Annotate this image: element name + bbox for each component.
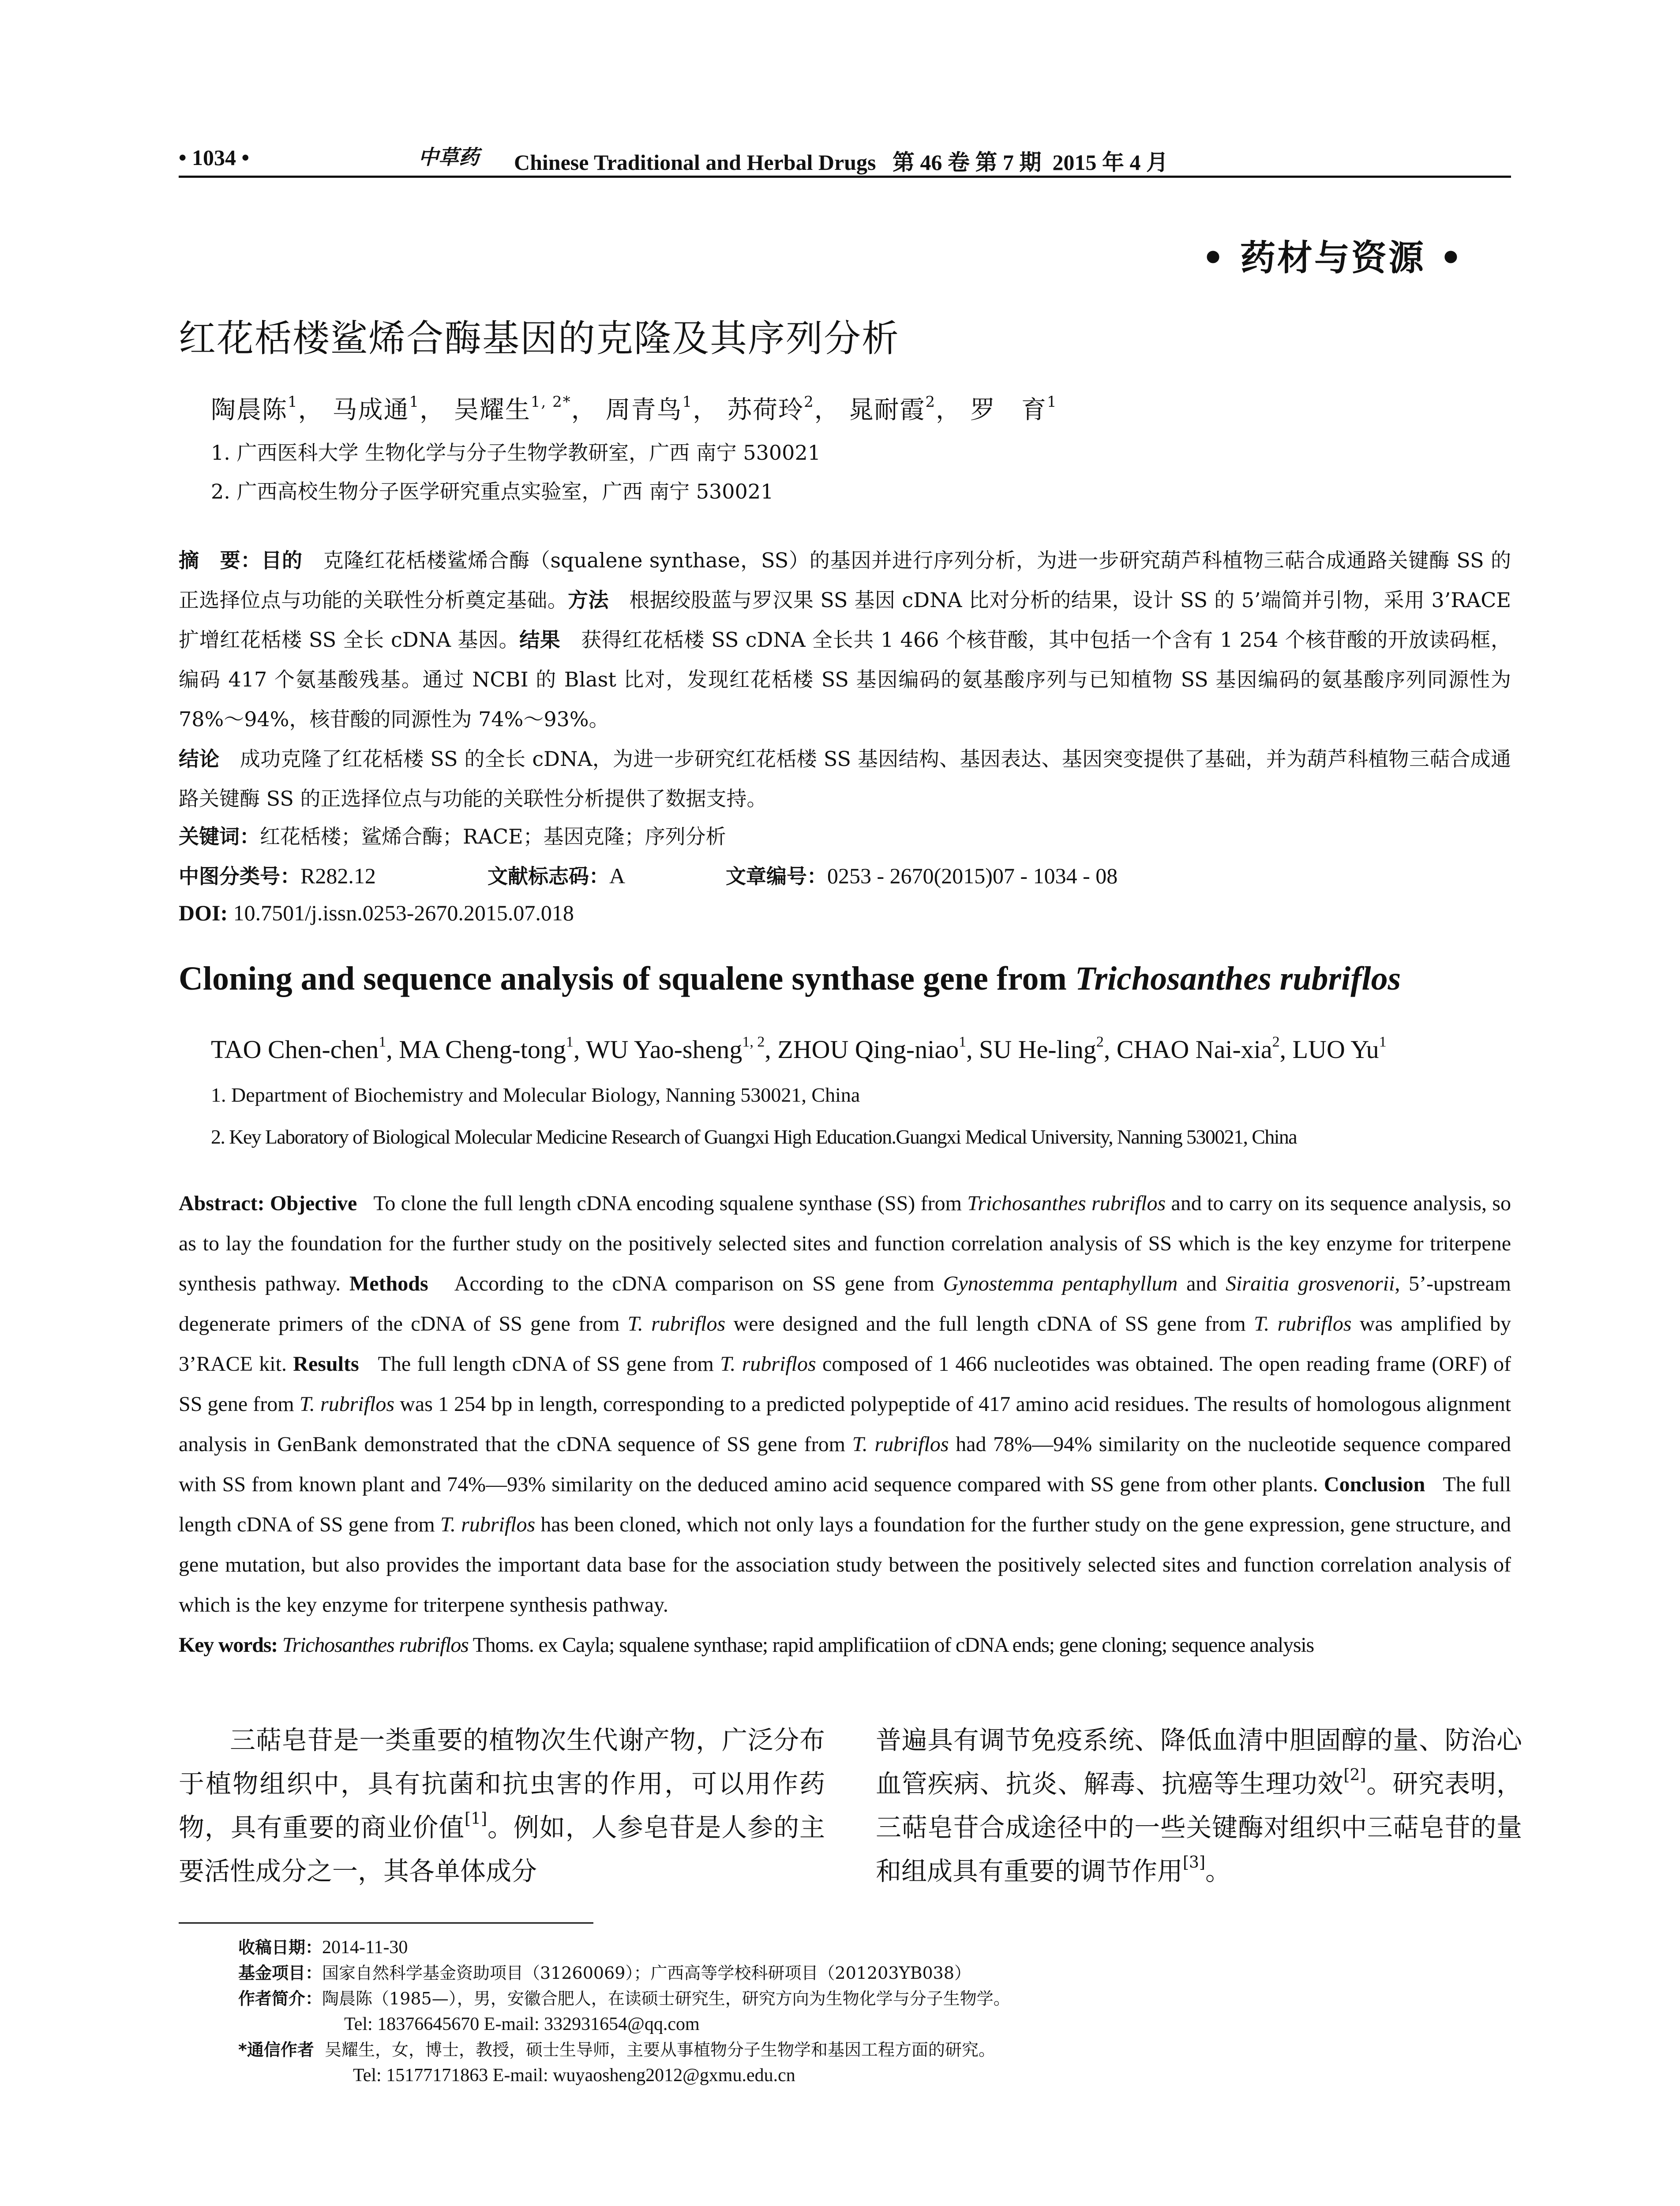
author: 罗 育 bbox=[970, 396, 1047, 424]
affiliation-cn: 2. 广西高校生物分子医学研究重点实验室，广西 南宁 530021 bbox=[211, 480, 774, 503]
objective-en-label: Objective bbox=[270, 1192, 357, 1215]
abstract-text: To clone the full length cDNA encoding squalene synthase (SS) from bbox=[373, 1192, 962, 1215]
species-name: T. rubriflos bbox=[720, 1352, 816, 1376]
clc-label: 中图分类号： bbox=[179, 864, 300, 888]
results-text: 获得红花栝楼 SS cDNA 全长共 1 466 个核苷酸，其中包括一个含有 1 254 个核苷酸的开放读码框，编码 417 个氨基酸残基。通过 NCBI 的 Blast 比对，发现红花栝楼 SS 基因编码的氨基酸序列与已知植物 SS 基因编码的氨基酸序列同源性为 78%～94%，核苷酸的同源性为 74%～93%。 bbox=[179, 628, 1511, 731]
affiliation-en: 1. Department of Biochemistry and Molecular Biology, Nanning 530021, China bbox=[211, 1084, 860, 1106]
abstract-label: 摘 要： bbox=[179, 548, 262, 572]
methods-en-label: Methods bbox=[349, 1272, 428, 1295]
species-name: T. rubriflos bbox=[627, 1312, 726, 1336]
author-mark: 1 bbox=[1046, 393, 1058, 411]
classification bbox=[179, 860, 1511, 889]
authors-en: TAO Chen-chen$^1$, MA Cheng-tong$^1$, WU Yao-sheng$^{1, 2}$, ZHOU Qing-niao$^1$, SU He-ling$^2$, CHAO Nai-xia$^2$, LUO Yu$^1$ bbox=[211, 1034, 1387, 1064]
clc-value: R282.12 bbox=[300, 863, 376, 888]
author: 吴耀生 bbox=[454, 396, 531, 424]
author-mark: 1 bbox=[682, 393, 693, 411]
footnote-value: 陶晨陈（1985—），男，安徽合肥人，在读硕士研究生，研究方向为生物化学与分子生物学。 bbox=[322, 1989, 1010, 2008]
author-mark: 2 bbox=[804, 393, 814, 411]
footnotes bbox=[238, 1935, 1010, 2088]
author-mark: 1 bbox=[1379, 1034, 1387, 1050]
methods-text: 根据绞股蓝与罗汉果 SS 基因 cDNA 比对分析的结果，设计 SS 的 5’端简并引物，采用 3’RACE 扩增红花栝楼 SS 全长 cDNA 基因。 bbox=[179, 588, 1511, 652]
keywords-cn bbox=[179, 821, 726, 850]
title-en-species: Trichosanthes rubriflos bbox=[1075, 960, 1401, 997]
doi bbox=[179, 900, 574, 926]
keywords-en-value: Thoms. ex Cayla; squalene synthase; rapid amplificatiion of cDNA ends; gene cloning; sequence analysis bbox=[472, 1633, 1314, 1657]
author: ZHOU Qing-niao bbox=[777, 1035, 959, 1064]
abstract-text: was 1 254 bp in length, corresponding to a predicted polypeptide of 417 amino acid residues. The results of homologous alignment analysis in GenBank demonstrated that the cDNA sequence of SS gene from bbox=[179, 1392, 1511, 1456]
species-name: T. rubriflos bbox=[440, 1513, 536, 1536]
species-name: Trichosanthes rubriflos bbox=[967, 1192, 1166, 1215]
species-name: T. rubriflos bbox=[299, 1392, 395, 1416]
abstract-text: was amplified by 3’RACE kit. bbox=[179, 1312, 1511, 1376]
author: MA Cheng-tong bbox=[399, 1035, 566, 1064]
author-mark: 1, 2 bbox=[742, 1034, 765, 1050]
author: 晁耐霞 bbox=[848, 396, 926, 424]
author-mark: 2 bbox=[925, 393, 936, 411]
footnote-value: 国家自然科学基金资助项目（31260069）；广西高等学校科研项目（201203YB038） bbox=[322, 1963, 971, 1983]
species-name: Siraitia grosvenorii bbox=[1226, 1272, 1395, 1295]
author-mark: 1 bbox=[959, 1034, 967, 1050]
methods-label: 方法 bbox=[568, 588, 609, 612]
keywords-en-species: Trichosanthes rubriflos bbox=[282, 1633, 469, 1657]
author: 周青鸟 bbox=[605, 396, 682, 424]
doc-code-value: A bbox=[609, 863, 626, 888]
author-mark: 1 bbox=[409, 393, 420, 411]
keywords-value: 红花栝楼；鲨烯合酶；RACE；基因克隆；序列分析 bbox=[260, 825, 726, 848]
footnote-received bbox=[238, 1935, 1010, 1960]
page-number: • 1034 • bbox=[179, 145, 250, 170]
body-text: 。 bbox=[1205, 1856, 1231, 1886]
body-text: 普遍具有调节免疫系统、降低血清中胆固醇的量、防治心血管疾病、抗炎、解毒、抗癌等生理功效 bbox=[876, 1725, 1522, 1799]
results-en-label: Results bbox=[293, 1352, 359, 1376]
author: 苏荷玲 bbox=[727, 396, 804, 424]
abstract-en bbox=[179, 1183, 1511, 1665]
abstract-text: and bbox=[1186, 1272, 1217, 1295]
abstract-text: and to carry on its sequence analysis, so as to lay the foundation for the further study on the positively selected sites and function correlation analysis of SS which is the key enzyme for triterpene synthesis pathway. bbox=[179, 1192, 1511, 1295]
abstract-en-label: Abstract: bbox=[179, 1192, 265, 1215]
results-label: 结果 bbox=[519, 628, 561, 652]
author: WU Yao-sheng bbox=[585, 1035, 742, 1064]
running-head bbox=[179, 140, 1511, 176]
footnote-label: 作者简介： bbox=[238, 1989, 322, 2008]
abstract-text: composed of 1 466 nucleotides was obtained. The open reading frame (ORF) of SS gene from bbox=[179, 1352, 1511, 1416]
article-no-label: 文章编号： bbox=[726, 864, 827, 888]
doc-code-label: 文献标志码： bbox=[488, 864, 609, 888]
author-mark: 2 bbox=[1096, 1034, 1104, 1050]
footnote-label: 基金项目： bbox=[238, 1963, 322, 1983]
abstract-text: , 5’-upstream degenerate primers of the cDNA of SS gene from bbox=[179, 1272, 1511, 1336]
conclusion-en-label: Conclusion bbox=[1324, 1473, 1425, 1496]
species-name: Gynostemma pentaphyllum bbox=[943, 1272, 1178, 1295]
footnote-fund bbox=[238, 1960, 1010, 1986]
section-label: • 药材与资源 • bbox=[1202, 237, 1464, 278]
author: LUO Yu bbox=[1292, 1035, 1379, 1064]
author-mark: 1 bbox=[566, 1034, 574, 1050]
conclusion-label: 结论 bbox=[179, 747, 220, 771]
footnote-bio bbox=[238, 1986, 1010, 2011]
abstract-cn bbox=[179, 540, 1511, 818]
body-text: 。例如，人参皂苷是人参的主要活性成分之一，其各单体成分 bbox=[179, 1812, 825, 1886]
title-en bbox=[179, 960, 1401, 998]
footnote-label: *通信作者 bbox=[238, 2040, 314, 2060]
author: CHAO Nai-xia bbox=[1116, 1035, 1272, 1064]
affiliation-cn: 1. 广西医科大学 生物化学与分子生物学教研室，广西 南宁 530021 bbox=[211, 441, 821, 465]
authors-cn: 陶晨陈$^1$， 马成通$^1$， 吴耀生$^{1, 2*}$， 周青鸟$^1$， 苏荷玲$^2$， 晁耐霞$^2$， 罗 育$^1$ bbox=[211, 393, 1058, 424]
citation: [3] bbox=[1183, 1853, 1206, 1872]
affiliation-en: 2. Key Laboratory of Biological Molecular Medicine Research of Guangxi High Education.Guangxi Medical University, Nanning 530021, China bbox=[211, 1126, 1297, 1148]
body-text: 三萜皂苷是一类重要的植物次生代谢产物，广泛分布于植物组织中，具有抗菌和抗虫害的作用，可以用作药物，具有重要的商业价值 bbox=[179, 1725, 825, 1842]
footnote-rule bbox=[179, 1922, 593, 1924]
footnote-corresponding bbox=[238, 2037, 1010, 2063]
conclusion-text: 成功克隆了红花栝楼 SS 的全长 cDNA，为进一步研究红花栝楼 SS 基因结构、基因表达、基因突变提供了基础，并为葫芦科植物三萜合成通路关键酶 SS 的正选择位点与功能的关联性分析提供了数据支持。 bbox=[179, 747, 1511, 810]
body-column-right bbox=[876, 1718, 1522, 1893]
abstract-text: The full length cDNA of SS gene from bbox=[179, 1473, 1511, 1536]
doi-value: 10.7501/j.issn.0253-2670.2015.07.018 bbox=[233, 900, 574, 925]
objective-text: 克隆红花栝楼鲨烯合酶（squalene synthase，SS）的基因并进行序列分析，为进一步研究葫芦科植物三萜合成通路关键酶 SS 的正选择位点与功能的关联性分析奠定基础。 bbox=[179, 548, 1511, 612]
journal-issue: Chinese Traditional and Herbal Drugs 第 46 卷 第 7 期 2015 年 4 月 bbox=[514, 150, 1168, 175]
author-mark: 1 bbox=[288, 393, 298, 411]
footnote-corr-contact: Tel: 15177171863 E-mail: wuyaosheng2012@gxmu.edu.cn bbox=[353, 2065, 795, 2086]
abstract-text: were designed and the full length cDNA of SS gene from bbox=[733, 1312, 1246, 1336]
body-text: 。研究表明，三萜皂苷合成途径中的一些关键酶对组织中三萜皂苷的量和组成具有重要的调节作用 bbox=[876, 1769, 1522, 1886]
species-name: T. rubriflos bbox=[1254, 1312, 1352, 1336]
journal-name-cn: 中草药 bbox=[418, 145, 479, 169]
keywords-en-label: Key words: bbox=[179, 1633, 278, 1657]
author: 马成通 bbox=[332, 396, 409, 424]
title-en-main: Cloning and sequence analysis of squalene synthase gene from bbox=[179, 960, 1075, 997]
author: TAO Chen-chen bbox=[211, 1035, 379, 1064]
footnote-bio-contact: Tel: 18376645670 E-mail: 332931654@qq.com bbox=[344, 2014, 700, 2034]
abstract-text: According to the cDNA comparison on SS gene from bbox=[454, 1272, 934, 1295]
abstract-text: The full length cDNA of SS gene from bbox=[378, 1352, 714, 1376]
citation: [2] bbox=[1343, 1766, 1366, 1784]
article-no-value: 0253 - 2670(2015)07 - 1034 - 08 bbox=[827, 863, 1118, 888]
author-mark: 1 bbox=[379, 1034, 386, 1050]
author-mark: 2 bbox=[1272, 1034, 1280, 1050]
author-mark: 1, 2* bbox=[530, 393, 571, 411]
doi-label: DOI: bbox=[179, 900, 228, 925]
species-name: T. rubriflos bbox=[852, 1433, 949, 1456]
author: 陶晨陈 bbox=[211, 396, 288, 424]
author: SU He-ling bbox=[979, 1035, 1096, 1064]
footnote-value: 吴耀生，女，博士，教授，硕士生导师，主要从事植物分子生物学和基因工程方面的研究。 bbox=[325, 2040, 996, 2060]
objective-label: 目的 bbox=[261, 548, 303, 572]
abstract-text: has been cloned, which not only lays a foundation for the further study on the gene expression, gene structure, and gene mutation, but also provides the important data base for the association study between the positively selected sites and function correlation analysis of which is the key enzyme for triterpene synthesis pathway. bbox=[179, 1513, 1511, 1617]
title-cn: 红花栝楼鲨烯合酶基因的克隆及其序列分析 bbox=[179, 317, 900, 360]
footnote-value: 2014-11-30 bbox=[322, 1937, 408, 1958]
citation: [1] bbox=[465, 1810, 488, 1828]
keywords-en bbox=[179, 1633, 1314, 1657]
abstract-text: had 78%—94% similarity on the nucleotide sequence compared with SS from known plant and 74%—93% similarity on the deduced amino acid sequence compared with SS gene from other plants. bbox=[179, 1433, 1511, 1496]
keywords-label: 关键词： bbox=[179, 825, 260, 848]
header-rule bbox=[179, 176, 1511, 178]
body-column-left bbox=[179, 1718, 825, 1893]
footnote-label: 收稿日期： bbox=[238, 1938, 322, 1957]
